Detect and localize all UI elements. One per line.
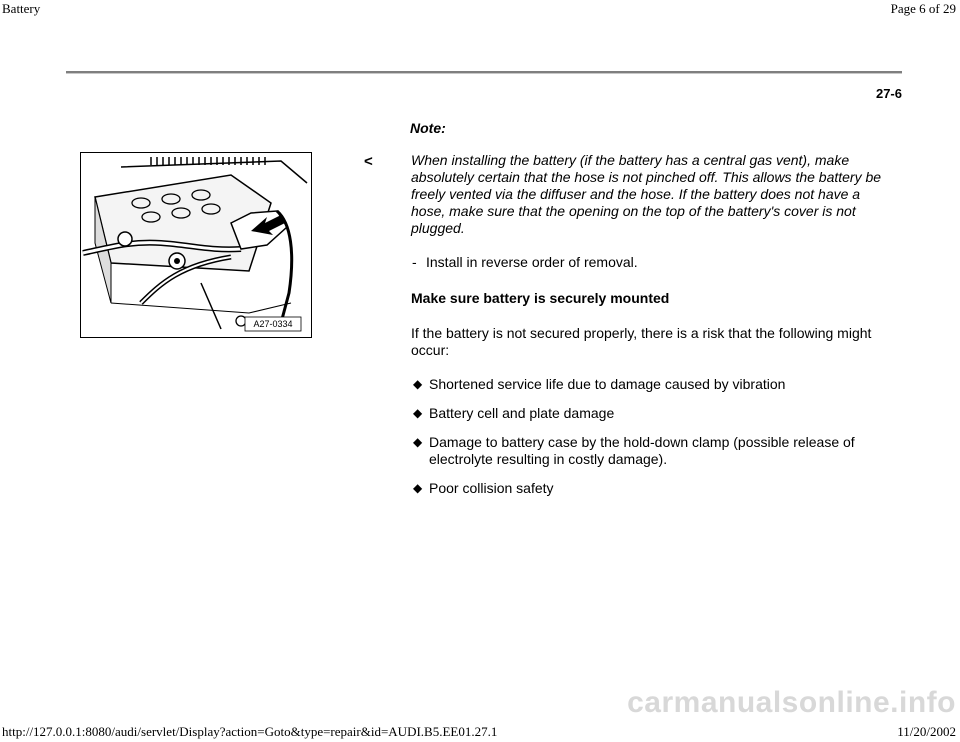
list-item: [411, 376, 901, 393]
page-indicator: Page 6 of 29: [890, 1, 956, 16]
list-item: [411, 405, 901, 422]
list-item-text: Damage to battery case by the hold-down clamp (possible release of electrolyte resulting in costly damage).: [429, 434, 855, 467]
watermark: carmanualsonline.info: [627, 686, 956, 719]
diamond-bullet-icon: ◆: [413, 481, 423, 495]
section-intro: If the battery is not secured properly, there is a risk that the following might occur:: [411, 325, 872, 358]
list-item-text: Shortened service life due to damage caused by vibration: [429, 376, 786, 392]
diamond-bullet-icon: ◆: [413, 435, 423, 449]
section-heading: Make sure battery is securely mounted: [411, 290, 670, 306]
battery-illustration: [80, 152, 312, 338]
diamond-bullet-icon: ◆: [413, 377, 423, 391]
step-text: Install in reverse order of removal.: [426, 254, 638, 270]
list-item-text: Battery cell and plate damage: [429, 405, 615, 421]
risk-list: [411, 376, 901, 509]
figure-label: A27-0334: [253, 319, 293, 329]
list-item: [411, 434, 901, 468]
header-rule: [66, 71, 902, 74]
note-text: When installing the battery (if the battery has a central gas vent), make absolutely certain that the hose is not pinched off. This allows the battery be freely vented via the diffuser and the hose. If the battery does not have a hose, make sure that the opening on the top of the battery's cover is not plugged.: [411, 152, 882, 236]
footer-url: http://127.0.0.1:8080/audi/servlet/Display?action=Goto&type=repair&id=AUDI.B5.EE01.27.1: [2, 724, 498, 739]
arrow-left-icon: <: [364, 153, 373, 170]
page-number: 27-6: [875, 86, 902, 101]
list-item-text: Poor collision safety: [429, 480, 554, 496]
note-heading: Note:: [410, 120, 446, 136]
document-title: Battery: [2, 1, 41, 16]
procedure-step: [411, 254, 638, 270]
list-item: [411, 480, 901, 497]
footer-date: 11/20/2002: [897, 724, 956, 739]
diamond-bullet-icon: ◆: [413, 406, 423, 420]
step-marker: -: [412, 254, 417, 270]
battery-drawing: [81, 153, 311, 337]
